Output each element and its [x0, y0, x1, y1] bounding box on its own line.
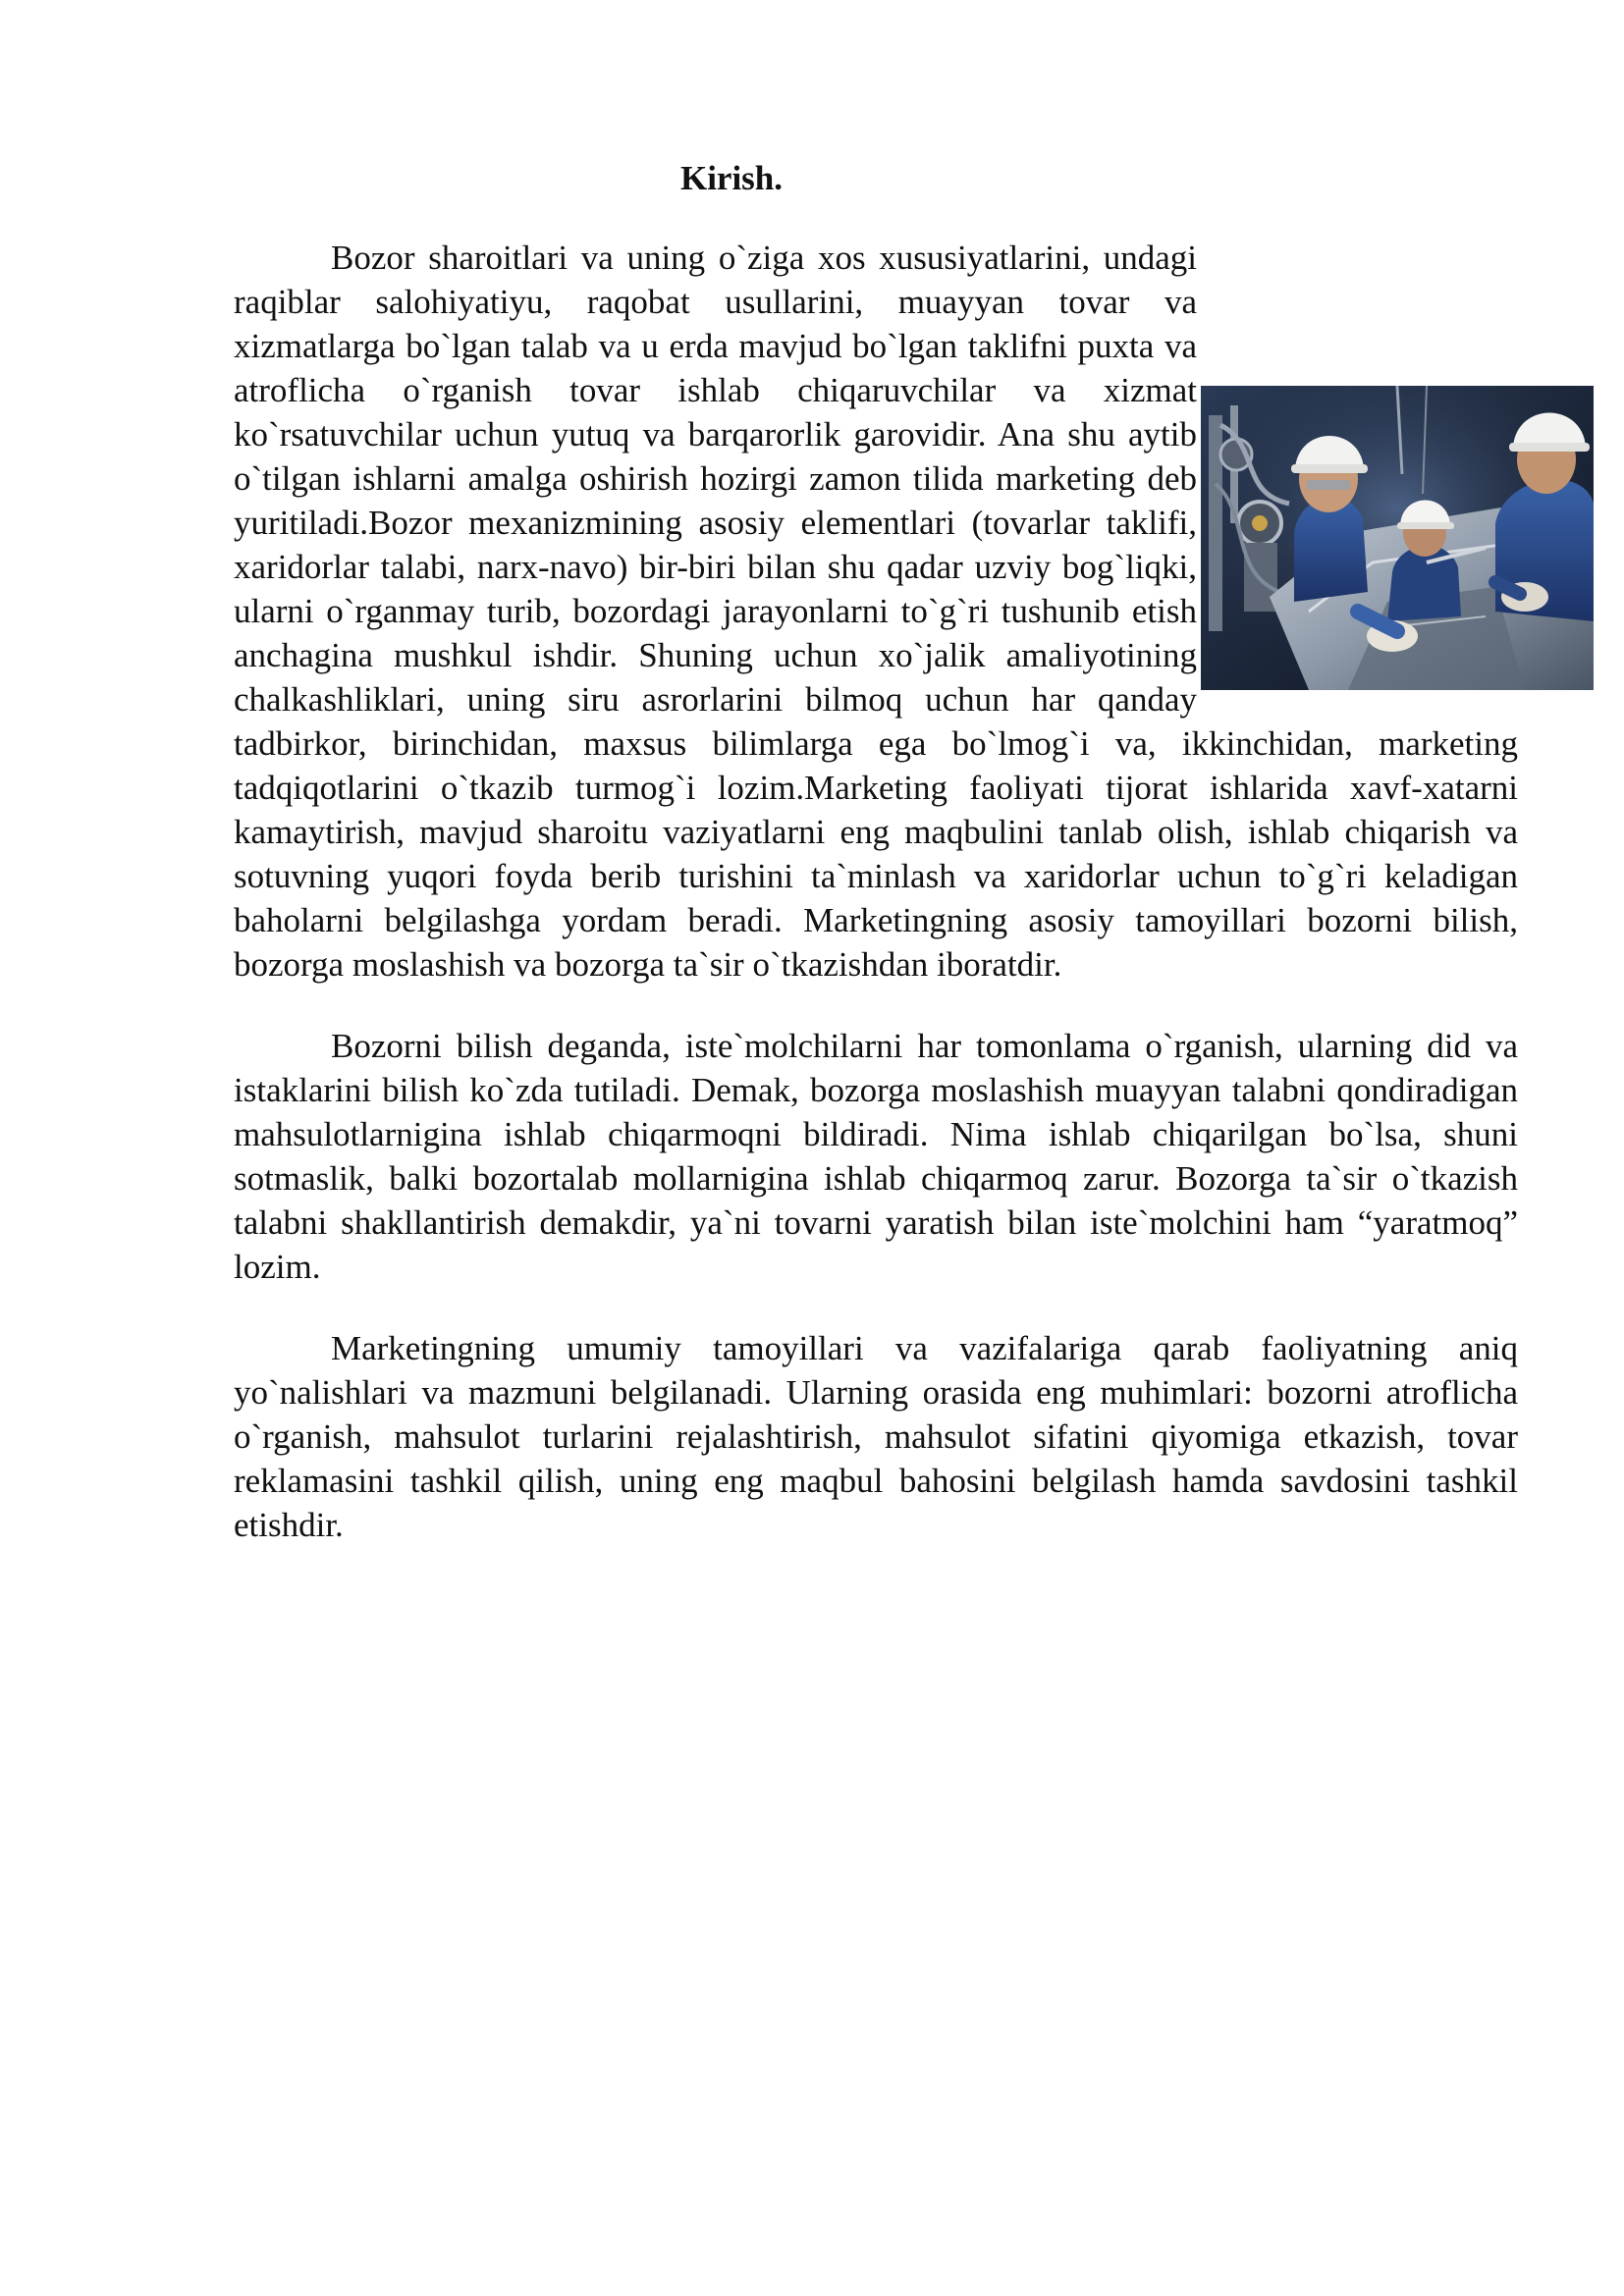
paragraph-marketing-principles: Marketingning umumiy tamoyillari va vazifalariga qarab faoliyatning aniq yo`nalishlari va mazmuni belgilanadi. Ularning orasida eng muhimlari: bozorni atroflicha o`rganish, mahsulot turlarini rejalashtirish, mahsulot sifatini qiyomiga etkazish, tovar reklamasini tashkil qilish, uning eng maqbul bahosini belgilash hamda savdosini tashkil etishdir.: [234, 1329, 1518, 1544]
factory-workers-photo: [1201, 386, 1594, 690]
page-title: Kirish.: [679, 159, 784, 197]
paragraph-intro-text: Bozor sharoitlari va uning o`ziga xos xususiyatlarini, undagi raqiblar salohiyatiyu, raqobat usullarini, muayyan tovar va xizmatlarga bo`lgan talab va u erda mavjud bo`lgan taklifni puxta va atroflicha o`rganish tovar ishlab chiqaruvchilar va xizmat ko`rsatuvchilar uchun yutuq va barqarorlik garovidir. Ana shu aytib o`tilgan ishlarni amalga oshirish hozirgi zamon tilida marketing deb yuritiladi.Bozor mexanizmining asosiy elementlari (tovarlar taklifi, xaridorlar talabi, narx-navo) bir-biri bilan shu qadar uzviy bog`liqki, ularni o`rganmay turib, bozordagi jarayonlarni to`g`ri tushunib etish anchagina mushkul ishdir. Shuning uchun xo`jalik amaliyotining chalkashliklari, uning siru asrorlarini bilmoq uchun har qanday tadbirkor, birinchidan, maxsus bilimlarga ega bo`lmog`i va, ikkinchidan, marketing tadqiqotlarini o`tkazib turmog`i lozim.Marketing faoliyati tijorat ishlarida xavf-xatarni kamaytirish, mavjud sharoitu vaziyatlarni eng maqbulini tanlab olish, ishlab chiqarish va sotuvning yuqori foyda berib turishini ta`minlash va xaridorlar uchun to`g`ri keladigan baholarni belgilashga yordam beradi. Marketingning asosiy tamoyillari bozorni bilish, bozorga moslashish va bozorga ta`sir o`tkazishdan iboratdir.: [234, 239, 1518, 984]
paragraph-market-knowledge: Bozorni bilish deganda, iste`molchilarni har tomonlama o`rganish, ularning did va istaklarini bilish ko`zda tutiladi. Demak, bozorga moslashish muayyan talabni qondiradigan mahsulotlarnigina ishlab chiqarmoqni bildiradi. Nima ishlab chiqarilgan bo`lsa, shuni sotmaslik, balki bozortalab mollarnigina ishlab chiqarmoq zarur. Bozorga ta`sir o`tkazish talabni shakllantirish demakdir, ya`ni tovarni yaratish bilan iste`molchini ham “yaratmoq” lozim.: [234, 1027, 1518, 1286]
illustration-frame: [1201, 386, 1617, 692]
paragraph-intro: [234, 236, 1518, 987]
document-body: [234, 236, 1518, 1584]
